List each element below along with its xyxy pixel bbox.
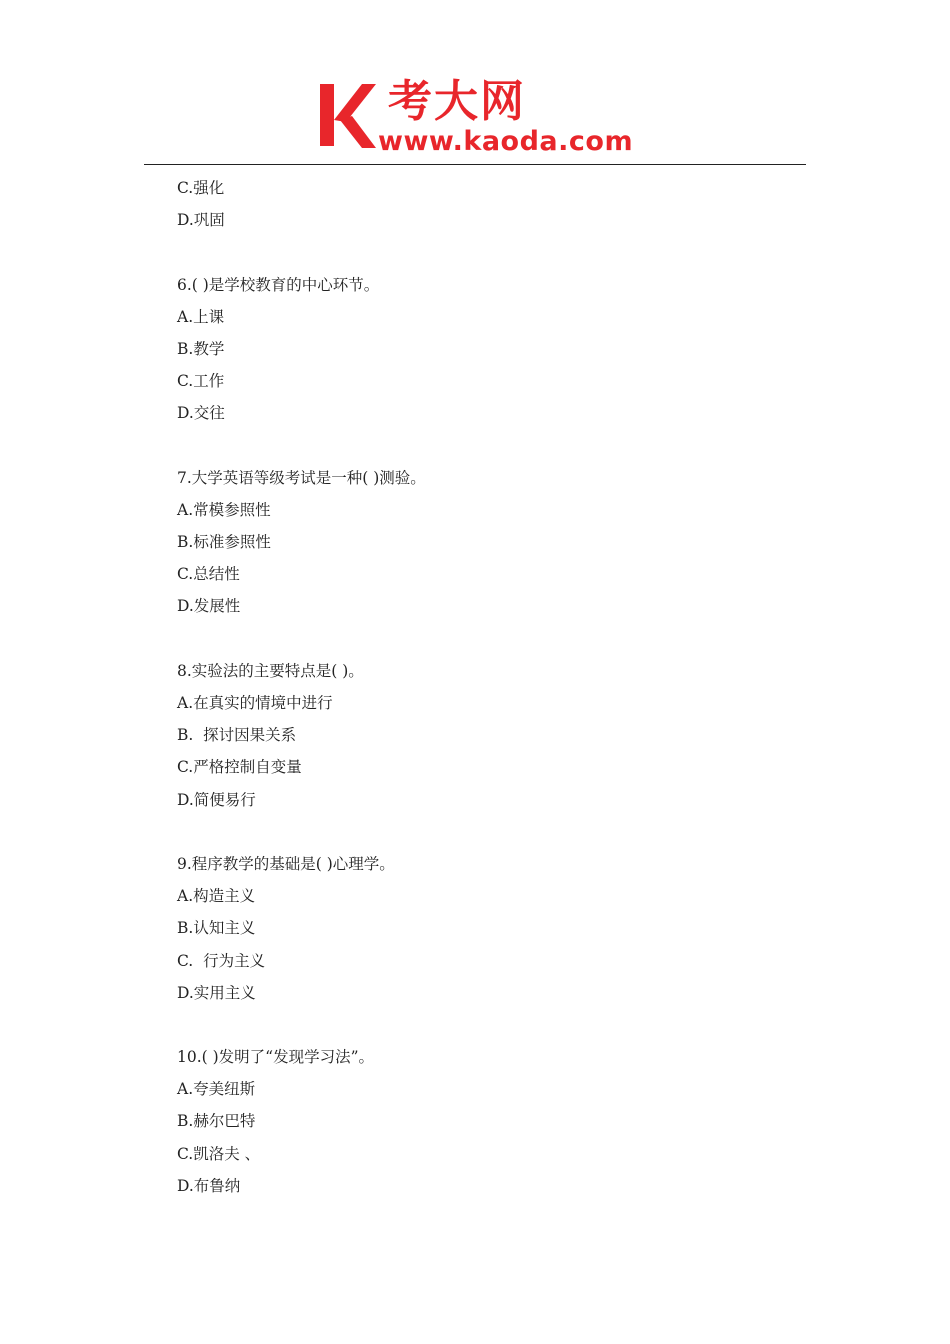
option-c: C.工作 [177, 372, 225, 391]
option-d: D.简便易行 [177, 790, 256, 809]
question-stem: 7.大学英语等级考试是一种( )测验。 [177, 468, 426, 487]
option-d: D.巩固 [177, 211, 225, 230]
spacer [177, 623, 817, 655]
question-stem: 8.实验法的主要特点是( )。 [177, 661, 364, 680]
question-stem: 10.( )发明了“发现学习法”。 [177, 1048, 375, 1067]
question-block [177, 1041, 817, 1202]
spacer [177, 236, 817, 268]
option-d: D.布鲁纳 [177, 1176, 241, 1195]
logo-title: 考大网 [388, 76, 526, 127]
option-b: B.标准参照性 [177, 533, 271, 552]
question-block [177, 848, 817, 1009]
spacer [177, 816, 817, 848]
logo-url: www.kaoda.com [378, 126, 634, 157]
spacer [177, 1009, 817, 1041]
question-stem: 6.( )是学校教育的中心环节。 [177, 275, 380, 294]
option-a: A.常模参照性 [177, 500, 271, 519]
option-a: A.夸美纽斯 [177, 1080, 256, 1099]
page-header [0, 0, 950, 166]
option-c: C.总结性 [177, 565, 240, 584]
question-list [177, 172, 817, 1202]
question-block [177, 172, 817, 236]
option-d: D.发展性 [177, 597, 241, 616]
option-d: D.交往 [177, 404, 225, 423]
question-stem: 9.程序教学的基础是( )心理学。 [177, 854, 395, 873]
option-c: C.强化 [177, 179, 225, 197]
k-logo-icon [318, 80, 380, 150]
option-c: C.凯洛夫 、 [177, 1144, 261, 1163]
header-divider [144, 164, 806, 165]
option-b: B. 探讨因果关系 [177, 726, 297, 745]
question-block [177, 655, 817, 816]
question-block [177, 269, 817, 430]
option-b: B.教学 [177, 339, 225, 358]
option-b: B.认知主义 [177, 919, 256, 938]
option-a: A.在真实的情境中进行 [177, 694, 333, 712]
option-c: C. 行为主义 [177, 951, 266, 970]
option-a: A.上课 [177, 307, 225, 326]
spacer [177, 430, 817, 462]
kaoda-logo [318, 76, 648, 162]
option-d: D.实用主义 [177, 983, 256, 1002]
question-block [177, 462, 817, 623]
option-b: B.赫尔巴特 [177, 1112, 256, 1131]
option-a: A.构造主义 [177, 887, 256, 906]
option-c: C.严格控制自变量 [177, 758, 302, 777]
